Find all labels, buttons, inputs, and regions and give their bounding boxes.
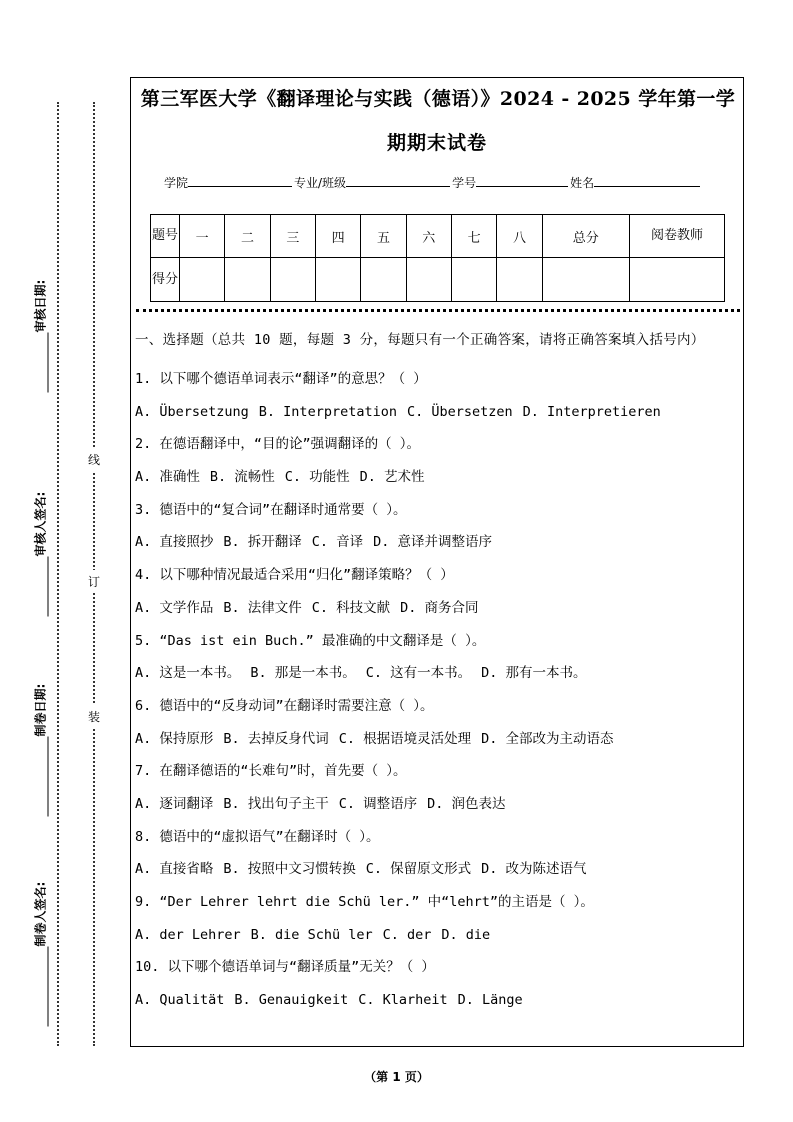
score-cell[interactable] [315,258,360,302]
option-c: C. 调整语序 [338,795,418,812]
question-options [135,461,741,494]
question-options [135,723,741,756]
name-label: 姓名 [570,176,595,190]
question-text: 4. 以下哪种情况最适合采用“归化”翻译策略？（ ） [135,567,454,584]
option-d: D. 那有一本书。 [481,665,587,682]
score-cell[interactable] [361,258,406,302]
option-c: C. 这有一本书。 [365,665,472,682]
setter-signature-label: 制卷人签名: [32,869,49,1029]
score-cell[interactable] [270,258,315,302]
option-a: A. 直接照抄 [135,534,214,551]
question-text: 7. 在翻译德语的“长难句”时，首先要（ ）。 [135,763,407,780]
option-c: C. 根据语境灵活处理 [338,730,472,747]
score-row-header: 得分 [151,258,180,302]
option-c: C. 音译 [311,534,364,551]
question-text: 2. 在德语翻译中，“目的论”强调翻译的（ ）。 [135,436,421,453]
question-options [135,592,741,625]
score-col-total: 总分 [542,215,629,258]
exam-title-line2: 期期末试卷 [386,132,487,154]
question-options [135,853,741,886]
question-text: 9. “Der Lehrer lehrt die Schü ler.” 中“lehrt”的主语是（ ）。 [135,894,594,910]
score-table [150,214,725,302]
question-text: 6. 德语中的“反身动词”在翻译时需要注意（ ）。 [135,697,434,714]
score-col-8: 八 [497,215,542,258]
binding-mark-bind: 装 [88,705,100,728]
question-text: 10. 以下哪个德语单词与“翻译质量”无关？（ ） [135,959,435,976]
option-a: A. 文学作品 [135,599,214,616]
question-text: 1. 以下哪个德语单词表示“翻译”的意思？（ ） [135,371,427,387]
reader-teacher-header: 阅卷教师 [630,215,725,258]
major-class-field[interactable] [346,175,450,187]
option-b: B. die Schü ler [250,926,373,943]
option-b: B. 那是一本书。 [250,665,356,682]
reviewer-signature-label: 审核人签名: [32,469,49,619]
score-col-1: 一 [180,215,225,258]
option-a: A. Übersetzung [135,403,249,420]
college-label: 学院 [164,176,189,190]
score-cell[interactable] [180,258,225,302]
score-col-5: 五 [361,215,406,258]
option-a: A. 准确性 [135,469,200,486]
page-number: （第 1 页） [364,1070,429,1084]
score-cell-total[interactable] [542,258,629,302]
score-cell[interactable] [451,258,496,302]
binding-dotted-line-outer [57,102,59,1046]
option-b: B. 去掉反身代词 [223,730,329,747]
question-options [135,657,741,690]
question-options [135,396,741,429]
question-list [135,330,741,1017]
exam-date-label: 制卷日期: [32,659,49,819]
question-options [135,788,741,821]
option-d: D. die [441,926,491,943]
score-col-6: 六 [406,215,451,258]
option-c: C. der [382,926,432,943]
score-cell[interactable] [406,258,451,302]
option-d: D. 润色表达 [427,795,506,812]
question-text: 8. 德语中的“虚拟语气”在翻译时（ ）。 [135,828,380,845]
option-a: A. Qualität [135,992,225,1009]
binding-mark-line: 线 [88,448,100,471]
score-cell[interactable] [225,258,270,302]
option-c: C. Übersetzen [406,403,513,420]
option-b: B. Genauigkeit [234,992,349,1009]
option-a: A. 直接省略 [135,861,214,878]
question-options [135,984,741,1017]
name-field[interactable] [594,175,700,187]
reader-signature-cell[interactable] [630,258,725,302]
option-a: A. 逐词翻译 [135,795,214,812]
student-info-row [164,174,702,191]
score-col-3: 三 [270,215,315,258]
option-a: A. 保持原形 [135,730,214,747]
option-d: D. 全部改为主动语态 [481,730,614,747]
option-b: B. 找出句子主干 [223,795,329,812]
option-b: B. 流畅性 [209,469,275,486]
review-date-label: 审核日期: [32,255,49,395]
major-class-label: 专业/班级 [294,176,347,190]
student-id-field[interactable] [476,175,568,187]
question-options [135,919,741,952]
option-d: D. 改为陈述语气 [481,861,587,878]
option-b: B. 拆开翻译 [223,534,302,551]
score-cell[interactable] [497,258,542,302]
option-b: B. 按照中文习惯转换 [223,861,356,878]
option-c: C. 功能性 [284,469,350,486]
option-d: D. Länge [457,992,523,1009]
option-b: B. 法律文件 [223,599,302,616]
option-c: C. Klarheit [358,992,448,1009]
question-number-header: 题号 [151,215,180,258]
student-id-label: 学号 [452,176,477,190]
option-c: C. 科技文献 [311,599,391,616]
option-a: A. 这是一本书。 [135,665,241,682]
option-d: D. Interpretieren [522,403,661,420]
question-options [135,526,741,559]
option-d: D. 艺术性 [359,469,425,486]
score-col-2: 二 [225,215,270,258]
binding-mark-staple: 订 [88,570,100,593]
score-col-4: 四 [315,215,360,258]
option-c: C. 保留原文形式 [365,861,472,878]
section-heading: 一、选择题（总共 10 题，每题 3 分，每题只有一个正确答案，请将正确答案填入括号内） [135,332,705,348]
score-col-7: 七 [451,215,496,258]
exam-title-line1: 第三军医大学《翻译理论与实践（德语）》2024 - 2025 学年第一学 [140,88,736,110]
option-d: D. 意译并调整语序 [373,534,493,551]
section-separator [136,309,740,312]
option-b: B. Interpretation [258,403,397,420]
question-text: 5. “Das ist ein Buch.” 最准确的中文翻译是（ ）。 [135,632,486,649]
option-a: A. der Lehrer [135,926,241,943]
college-field[interactable] [188,175,292,187]
question-text: 3. 德语中的“复合词”在翻译时通常要（ ）。 [135,501,407,518]
option-d: D. 商务合同 [400,599,479,616]
